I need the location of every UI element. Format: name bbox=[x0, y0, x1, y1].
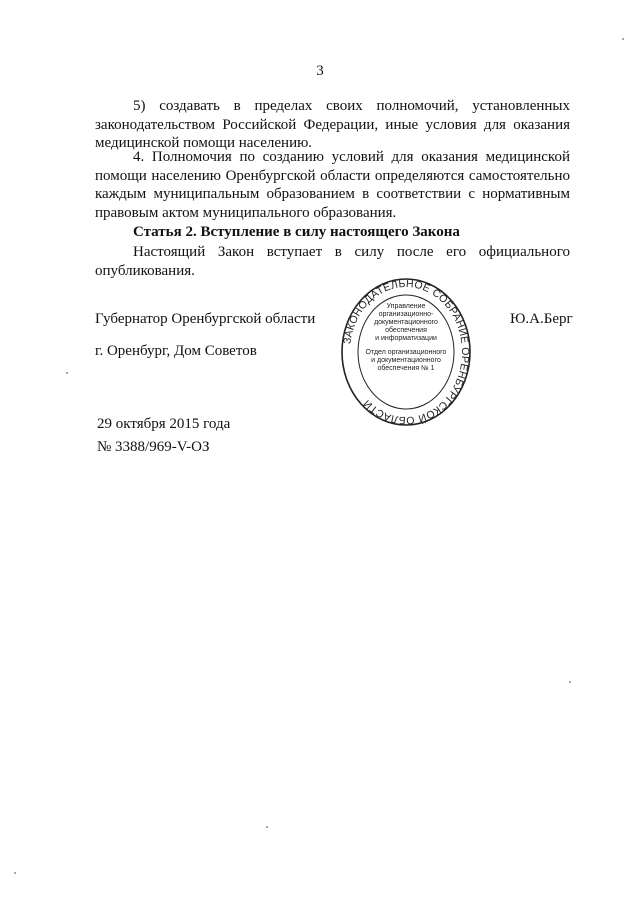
paragraph-section-4 bbox=[95, 148, 570, 222]
page-number: 3 bbox=[316, 63, 324, 79]
stamp-ring-text: ЗАКОНОДАТЕЛЬНОЕ СОБРАНИЕ ОРЕНБУРГСКОЙ ОБЛАСТИ bbox=[341, 277, 472, 427]
paragraph-text: 5) создавать в пределах своих полномочий, установленных законодательством Российской Федерации, иные условия для оказания медицинской помощи населению. bbox=[95, 98, 570, 151]
signing-date: 29 октября 2015 года bbox=[97, 416, 231, 432]
paragraph-text: 4. Полномочия по созданию условий для оказания медицинской помощи населению Оренбургской области определяются самостоятельно каждым муниципальным образованием в соответствии с нормативным правовым актом муниципального образования. bbox=[95, 149, 570, 221]
stamp-inner-text bbox=[364, 303, 448, 373]
place-of-signing: г. Оренбург, Дом Советов bbox=[95, 343, 257, 359]
scan-speck bbox=[622, 38, 624, 40]
scan-speck bbox=[66, 372, 68, 374]
scan-speck bbox=[266, 826, 268, 828]
paragraph-text: Настоящий Закон вступает в силу после его официального опубликования. bbox=[95, 244, 570, 279]
article-paragraph bbox=[95, 243, 570, 280]
law-number: № 3388/969-V-ОЗ bbox=[97, 439, 210, 455]
article-title: Статья 2. Вступление в силу настоящего Закона bbox=[133, 224, 460, 240]
official-stamp bbox=[340, 277, 472, 427]
scan-speck bbox=[569, 681, 571, 683]
stamp-line: Отдел организационного bbox=[365, 349, 447, 356]
stamp-line: и документационного bbox=[371, 357, 441, 364]
stamp-line: организационно- bbox=[378, 311, 434, 318]
stamp-line: обеспечения bbox=[385, 327, 427, 334]
scan-speck bbox=[14, 872, 16, 874]
stamp-line: обеспечения № 1 bbox=[377, 365, 435, 372]
signer-name: Ю.А.Берг bbox=[510, 311, 573, 327]
governor-title: Губернатор Оренбургской области bbox=[95, 311, 316, 327]
paragraph-item-5 bbox=[95, 97, 570, 153]
stamp-line: документационного bbox=[374, 319, 438, 326]
stamp-line: и информатизации bbox=[375, 335, 437, 342]
stamp-line: Управление bbox=[386, 303, 426, 310]
